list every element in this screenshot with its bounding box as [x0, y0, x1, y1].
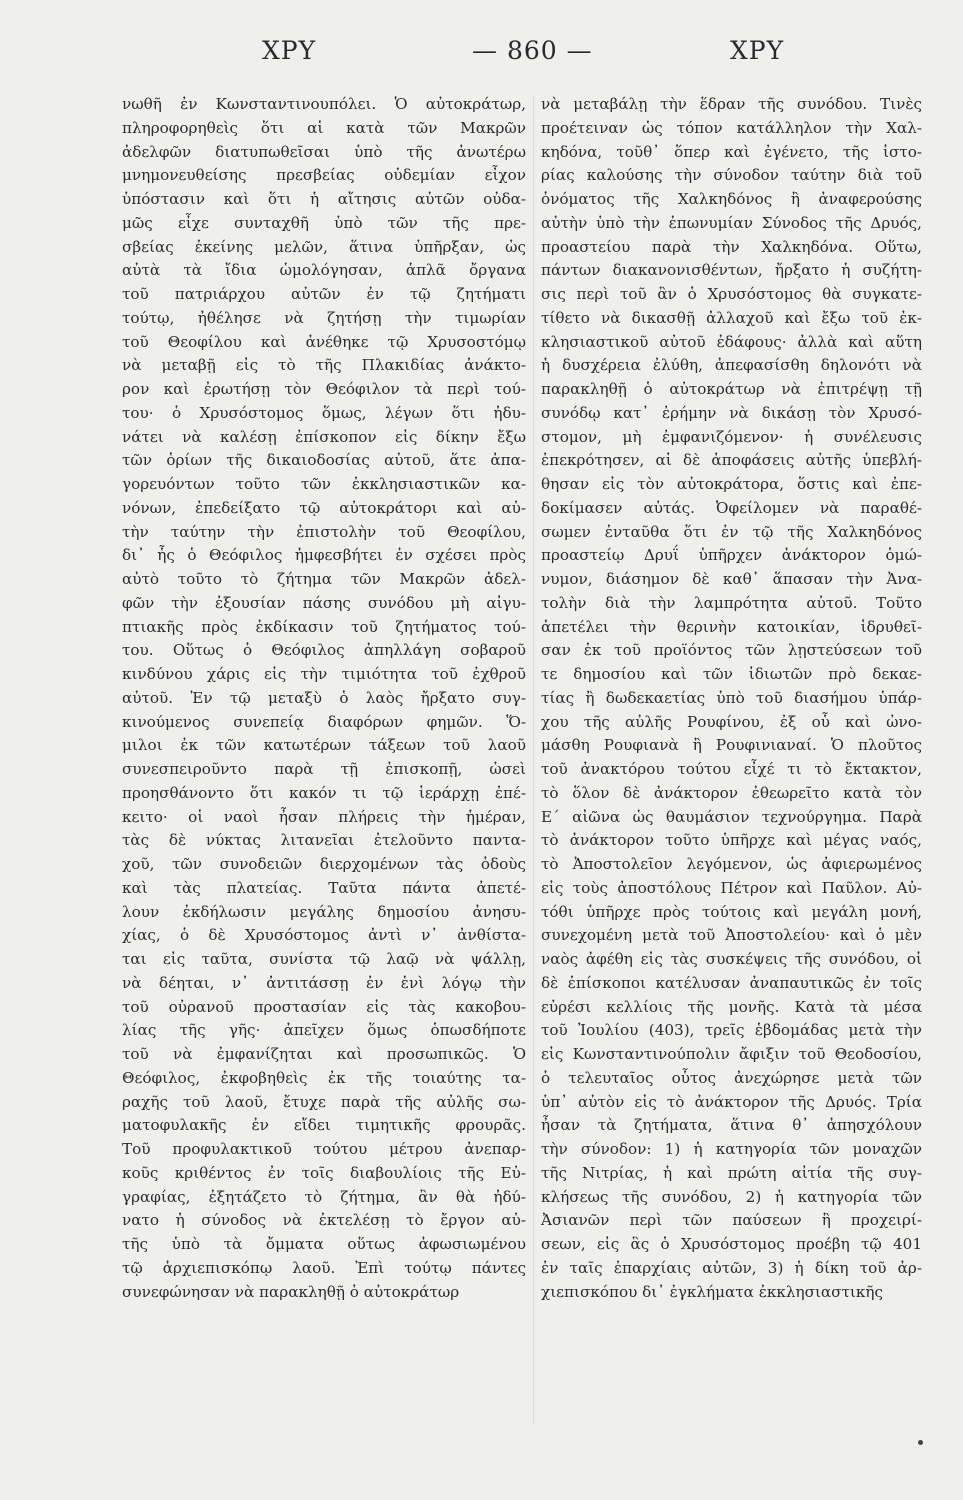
text-line: τίθετο νὰ δικασθῇ ἀλλαχοῦ καὶ ἔξω τοῦ ἐκ-	[541, 308, 922, 327]
text-line: κινδύνου χάρις εἰς τὴν τιμιότητα τοῦ ἐχθροῦ	[122, 665, 526, 683]
text-line: σις περὶ τοῦ ἂν ὁ Χρυσόστομος θὰ συγκατε-	[541, 285, 922, 303]
text-line: ἦσαν τὰ ζητήματα, ἅτινα θ᾿ ἀπησχόλουν	[541, 1116, 922, 1135]
text-line: τὸ ἀνάκτορον τοῦτο ὑπῆρχε καὶ μέγας ναός,	[541, 831, 922, 850]
text-line: τοῦ πατριάρχου αὐτῶν ἐν τῷ ζητήματι	[122, 285, 526, 303]
text-line: ἀδελφῶν διατυπωθεῖσαι ὑπὸ τῆς ἀνωτέρω	[122, 142, 526, 161]
text-line: τῆς Νιτρίας, ἡ καὶ πρώτη αἰτία τῆς συγ-	[541, 1163, 922, 1182]
text-line: του· ὁ Χρυσόστομος ὅμως, λέγων ὅτι ἠδυ-	[122, 403, 526, 422]
text-line: συνεφώνησαν νὰ παρακληθῇ ὁ αὐτοκράτωρ	[122, 1282, 460, 1301]
text-line: ται εἰς ταῦτα, συνίστα τῷ λαῷ νὰ ψάλλῃ,	[122, 950, 526, 968]
text-line: γραφίας, ἐξητάζετο τὸ ζήτημα, ἂν θὰ ἠδύ-	[122, 1187, 526, 1206]
text-line: κλήσεως τῆς συνόδου, 2) ἡ κατηγορία τῶν	[541, 1187, 922, 1206]
text-line: κοῦς κριθέντος ἐν τοῖς διαβουλίοις τῆς Εὐ-	[122, 1163, 526, 1182]
text-line: Ε´ αἰῶνα ὡς θαυμάσιον τεχνούργημα. Παρὰ	[541, 807, 922, 826]
text-line: ἐπεκρότησεν, αἱ δὲ ἀποφάσεις αὐτῆς ὑπεβλή-	[541, 451, 922, 470]
text-line: τούτῳ, ἠθέλησε νὰ ζητήσῃ τὴν τιμωρίαν	[122, 308, 526, 327]
text-line: νὰ μεταβάλῃ τὴν ἕδραν τῆς συνόδου. Τινὲς	[541, 95, 922, 113]
text-line: καὶ τὰς πλατείας. Ταῦτα πάντα ἀπετέ-	[122, 878, 526, 897]
text-line: τὴν ταύτην τὴν ἐπιστολὴν τοῦ Θεοφίλου,	[122, 522, 526, 541]
page-header	[0, 36, 963, 76]
text-line: κειτο· οἱ ναοὶ ἦσαν πλήρεις τὴν ἡμέραν,	[122, 807, 526, 826]
text-line: δι᾿ ἧς ὁ Θεόφιλος ἠμφεσβήτει ἐν σχέσει πρὸς	[122, 546, 526, 565]
ink-speck	[918, 1440, 923, 1445]
text-line: νατο ἡ σύνοδος νὰ ἐκτελέσῃ τὸ ἔργον αὐ-	[122, 1211, 526, 1230]
text-line: μνημονευθείσης πρεσβείας οὐδεμίαν εἶχον	[122, 166, 526, 185]
text-line: μιλοι ἐκ τῶν κατωτέρων τάξεων τοῦ λαοῦ	[122, 736, 526, 755]
left-text-column	[122, 93, 526, 1304]
text-line: ματοφυλακῆς ἐν εἴδει τιμητικῆς φρουρᾶς.	[122, 1116, 526, 1135]
text-line: τόθι ὑπῆρχε πρὸς τούτοις καὶ μεγάλη μονή,	[541, 902, 922, 921]
text-line: ραχῆς τοῦ λαοῦ, ἔτυχε παρὰ τῆς αὐλῆς σω-	[122, 1092, 526, 1111]
text-line: νόνων, ἐπεδείξατο τῷ αὐτοκράτορι καὶ αὐ-	[122, 498, 526, 517]
text-line: ὁ τελευταῖος οὗτος ἀνεχώρησε μετὰ τῶν	[541, 1068, 922, 1087]
text-line: εἰς Κωνσταντινούπολιν ἄφιξιν τοῦ Θεοδοσίου,	[541, 1045, 922, 1063]
text-line: συνόδῳ κατ᾿ ἐρήμην νὰ δικάσῃ τὸν Χρυσό-	[541, 403, 922, 422]
text-line: σεων, εἰς ἃς ὁ Χρυσόστομος προέβη τῷ 401	[541, 1235, 922, 1253]
text-line: τῷ ἀρχιεπισκόπῳ λαοῦ. Ἐπὶ τούτῳ πάντες	[122, 1258, 526, 1277]
text-line: σαν ἐκ τοῦ προϊόντος τῶν λῃστεύσεων τοῦ	[541, 641, 922, 660]
text-line: μάσθη Ρουφιανὰ ἢ Ρουφινιαναί. Ὁ πλοῦτος	[541, 736, 922, 755]
text-line: τὸ ὅλον δὲ ἀνάκτορον ἐθεωρεῖτο κατὰ τὸν	[541, 783, 922, 802]
text-line: γορευόντων τοῦτο τῶν ἐκκλησιαστικῶν κα-	[122, 475, 526, 493]
text-line: τοῦ νὰ ἐμφανίζηται καὶ προσωπικῶς. Ὁ	[122, 1045, 526, 1063]
text-line: κηδόνα, τοῦθ᾿ ὅπερ καὶ ἐγένετο, τῆς ἱστο-	[541, 142, 922, 161]
right-text-column	[541, 93, 922, 1304]
text-line: τοῦ Θεοφίλου καὶ ἀνέθηκε τῷ Χρυσοστόμῳ	[122, 332, 526, 351]
text-line: χοῦ, τῶν συνοδειῶν διερχομένων τὰς ὁδοὺς	[122, 855, 526, 873]
text-line: του. Οὕτως ὁ Θεόφιλος ἀπηλλάγη σοβαροῦ	[122, 641, 526, 660]
text-line: πληροφορηθεὶς ὅτι αἱ κατὰ τῶν Μακρῶν	[122, 118, 526, 137]
text-line: αὐτὰ τὰ ἴδια ὡμολόγησαν, ἁπλᾶ ὄργανα	[122, 261, 526, 280]
text-line: τολὴν διὰ τὴν λαμπρότητα αὐτοῦ. Τοῦτο	[541, 593, 922, 612]
text-line: χίας, ὁ δὲ Χρυσόστομος ἀντὶ ν᾿ ἀνθίστα-	[122, 926, 526, 945]
text-line: ὑπόστασιν καὶ ὅτι ἡ αἴτησις αὐτῶν οὐδα-	[122, 190, 526, 208]
text-line: τὴν σύνοδον: 1) ἡ κατηγορία τῶν μοναχῶν	[541, 1140, 922, 1158]
text-line: Θεόφιλος, ἐκφοβηθεὶς ἐκ τῆς τοιαύτης τα-	[122, 1068, 526, 1087]
text-line: τὰς δὲ νύκτας λιτανεῖαι ἐτελοῦντο παντα-	[122, 831, 526, 850]
text-line: δοκίμασεν αὐτάς. Ὀφείλομεν νὰ παραθέ-	[541, 498, 922, 517]
text-line: φῶν τὴν ἐξουσίαν πάσης συνόδου μὴ αἰγυ-	[122, 593, 526, 612]
text-line: χου τῆς αὐλῆς Ρουφίνου, ἐξ οὗ καὶ ὠνο-	[541, 712, 922, 731]
text-line: νυμον, διάσημον δὲ καθ᾿ ἅπασαν τὴν Ἀνα-	[541, 570, 922, 588]
text-line: νὰ δέηται, ν᾿ ἀντιτάσσῃ ἐν ἑνὶ λόγῳ τὴν	[122, 973, 526, 992]
text-line: πτιακῆς πρὸς ἐκδίκασιν τοῦ ζητήματος τού-	[122, 617, 526, 636]
text-line: πάντων διακανονισθέντων, ἤρξατο ἡ συζήτη-	[541, 261, 922, 280]
column-gutter	[533, 95, 534, 1425]
text-line: ἐν ταῖς ἐπαρχίαις αὐτῶν, 3) ἡ δίκη τοῦ ἀρ-	[541, 1258, 922, 1277]
text-line: λουν ἐκδήλωσιν μεγάλης δημοσίου ἀνησυ-	[122, 902, 526, 921]
text-line: τῆς ὑπὸ τὰ ὄμματα οὕτως ἀφωσιωμένου	[122, 1235, 526, 1253]
text-line: ἀπετέλει τὴν θερινὴν κατοικίαν, ἱδρυθεῖ-	[541, 617, 922, 636]
text-line: λίας τῆς γῆς· ἀπεῖχεν ὅμως ὁπωσδήποτε	[122, 1021, 526, 1040]
text-line: τοῦ ἀνακτόρου τούτου εἶχέ τι τὸ ἔκτακτον,	[541, 760, 922, 778]
text-line: τε δημοσίου καὶ τῶν ἰδιωτῶν πρὸ δεκαε-	[541, 665, 922, 683]
text-line: προέτειναν ὡς τόπον κατάλληλον τὴν Χαλ-	[541, 118, 922, 137]
text-line: προησθάνοντο ὅτι κακόν τι τῷ ἱεράρχῃ ἐπέ-	[122, 783, 526, 802]
page-number: — 860 —	[472, 36, 593, 65]
header-right-keyword: ΧΡΥ	[730, 36, 785, 65]
text-line: τίας ἢ δωδεκαετίας ὑπὸ τοῦ διασήμου ὑπάρ-	[541, 688, 922, 707]
text-line: ρον καὶ ἐρωτήσῃ τὸν Θεόφιλον τὰ περὶ τού-	[122, 380, 526, 398]
text-line: αὐτὸ τοῦτο τὸ ζήτημα τῶν Μακρῶν ἀδελ-	[122, 570, 526, 588]
text-line: προαστείῳ Δρυΐ ὑπῆρχεν ἀνάκτορον ὁμώ-	[541, 546, 922, 565]
text-line: κλησιαστικοῦ αὐτοῦ ἐδάφους· ἀλλὰ καὶ αὕτη	[541, 332, 922, 351]
text-line: Ἀσιανῶν περὶ τῶν παύσεων ἢ προχειρί-	[541, 1211, 922, 1230]
text-line: ὀνόματος τῆς Χαλκηδόνος ἢ ἀναφερούσης	[541, 190, 922, 208]
text-line: παρακληθῇ ὁ αὐτοκράτωρ νὰ ἐπιτρέψῃ τῇ	[541, 380, 922, 398]
text-line: κινούμενος συνεπείᾳ διαφόρων φημῶν. Ὅ-	[122, 712, 526, 731]
text-line: συνεχομένη μετὰ τοῦ Ἀποστολείου· καὶ ὁ μὲν	[541, 926, 922, 945]
text-line: τοῦ οὐρανοῦ προστασίαν εἰς τὰς κακοβου-	[122, 997, 526, 1016]
text-line: ὑπ᾿ αὐτὸν εἰς τὸ ἀνάκτορον τῆς Δρυός. Τρία	[541, 1092, 922, 1111]
text-line: ρίας καλούσης τὴν σύνοδον ταύτην διὰ τοῦ	[541, 166, 922, 185]
text-line: προαστείου παρὰ τὴν Χαλκηδόνα. Οὕτω,	[541, 237, 922, 256]
text-line: τοῦ Ἰουλίου (403), τρεῖς ἑβδομάδας μετὰ τὴν	[541, 1021, 922, 1040]
text-line: σβείας ἐκείνης μελῶν, ἅτινα ὑπῆρξαν, ὡς	[122, 237, 526, 256]
text-line: εὐρέσι κελλίοις τῆς μονῆς. Κατὰ τὰ μέσα	[541, 997, 922, 1016]
text-line: ναὸς ἀφέθη εἰς τὰς συσκέψεις τῆς συνόδου, οἱ	[541, 950, 922, 968]
text-line: Τοῦ προφυλακτικοῦ τούτου μέτρου ἀνεπαρ-	[122, 1140, 526, 1158]
text-line: νὰ μεταβῇ εἰς τὸ τῆς Πλακιδίας ἀνάκτο-	[122, 356, 526, 375]
text-line: χιεπισκόπου δι᾿ ἐγκλήματα ἐκκλησιαστικῆς	[541, 1282, 883, 1301]
text-line: αὐτὴν ὑπὸ τὴν ἐπωνυμίαν Σύνοδος τῆς Δρυός,	[541, 213, 922, 232]
text-line: μῶς εἶχε συνταχθῆ ὑπὸ τῶν τῆς πρε-	[122, 213, 526, 232]
text-line: τῶν ὁρίων τῆς δικαιοδοσίας αὐτοῦ, ἅτε ἀπα-	[122, 451, 526, 470]
text-line: αὐτοῦ. Ἐν τῷ μεταξὺ ὁ λαὸς ἤρξατο συγ-	[122, 688, 526, 707]
text-line: θησαν εἰς τὸν αὐτοκράτορα, ὅστις καὶ ἐπε-	[541, 475, 922, 493]
header-left-keyword: ΧΡΥ	[262, 36, 317, 65]
text-line: εἰς τοὺς ἀποστόλους Πέτρον καὶ Παῦλον. Αὐ-	[541, 878, 922, 897]
text-line: ἡ δυσχέρεια ἐλύθη, ἀπεφασίσθη δηλονότι νὰ	[541, 356, 922, 375]
text-line: σωμεν ἐνταῦθα ὅτι ἐν τῷ τῆς Χαλκηδόνος	[541, 522, 922, 541]
text-line: δὲ ἐπίσκοποι κατέλυσαν ἀναπαυτικῶς ἐν τοῖς	[541, 973, 922, 992]
text-line: νωθῆ ἐν Κωνσταντινουπόλει. Ὁ αὐτοκράτωρ,	[122, 95, 526, 113]
text-line: τὸ Ἀποστολεῖον λεγόμενον, ὡς ἀφιερωμένος	[541, 855, 922, 873]
text-line: στομον, μὴ ἐμφανιζόμενον· ἡ συνέλευσις	[541, 427, 922, 446]
text-line: συνεσπειροῦντο παρὰ τῇ ἐπισκοπῇ, ὡσεὶ	[122, 760, 526, 778]
text-line: νάτει νὰ καλέσῃ ἐπίσκοπον εἰς δίκην ἔξω	[122, 427, 526, 446]
